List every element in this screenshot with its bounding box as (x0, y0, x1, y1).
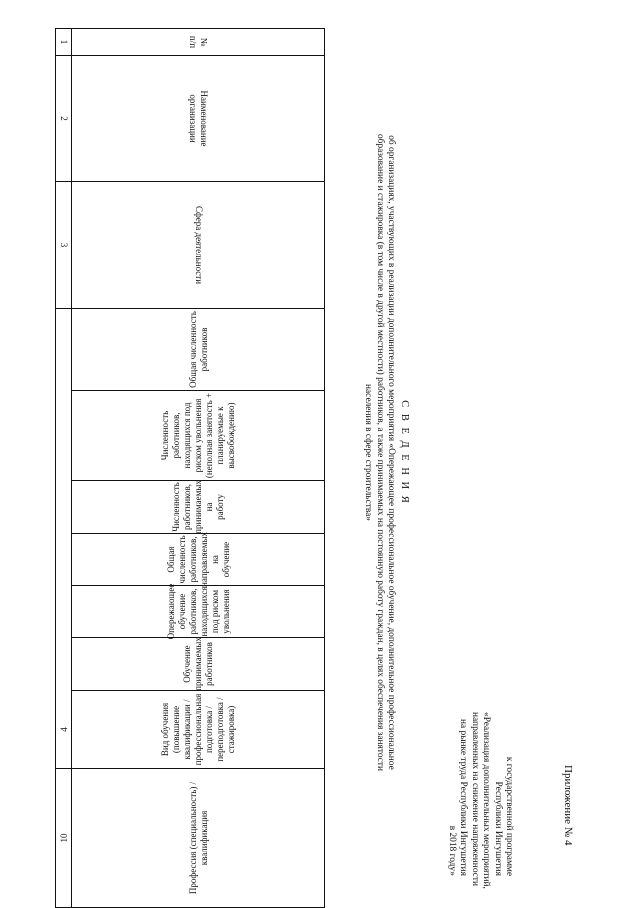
header-line: Наименование (199, 90, 210, 147)
heading-title: С В Е Д Е Н И Я (399, 400, 410, 505)
header-line: стажировка) (226, 705, 236, 754)
header-line: Обучение принимаемых работников (182, 637, 214, 691)
heading-line: об организациях, участвующих в реализации дополнительного мероприятия «Опережающее профессиональное обучение, дополнительное профессиональное (386, 135, 396, 770)
header-line: Опережающее обучение работников, (165, 583, 198, 640)
header-profession (72, 769, 325, 907)
header-line: Общая численность работников (187, 311, 209, 388)
header-num (72, 29, 325, 55)
header-line: № (199, 37, 210, 47)
heading-line: образование и стажировка (в том числе в другой местности) работников, а также принимаемых на постоянную работу граждан, в целях обеспечения занятости (374, 133, 385, 772)
column-number: 2 (59, 116, 69, 121)
approval-line: к государственной программе (504, 756, 514, 876)
header-line: Вид обучения (повышение квалификации / (160, 699, 192, 760)
header-line: Сфера деятельности (194, 205, 204, 285)
approval-line: в 2018 году» (446, 825, 457, 876)
header-line: Профессия (специальность) / квалификация (187, 781, 209, 895)
header-line: организации (188, 94, 199, 143)
header-line: планируемые к высвобождению) (215, 402, 236, 469)
header-line: п/п (188, 35, 199, 49)
column-number: 1 (59, 39, 69, 45)
heading-body (362, 130, 396, 775)
table-border-bottom (55, 28, 56, 908)
approval-line: на рынке труда Республики Ингушетия (458, 719, 469, 876)
header-advance-training (72, 583, 325, 640)
header-at-risk (72, 391, 325, 480)
column-number: 3 (59, 242, 69, 248)
header-hired-training (72, 638, 325, 690)
header-line: работу (215, 494, 225, 520)
header-line: находящихся под риском увольнения (198, 586, 231, 637)
header-line: Численность работников, принимаемых на (171, 480, 214, 534)
header-line: обучение (220, 541, 231, 578)
header-trained-total (72, 531, 325, 587)
header-line: Численность работников, находящихся под (160, 402, 192, 469)
header-line: Общая численность работников, направляемых на (165, 531, 220, 587)
document-heading (362, 130, 410, 775)
header-activity (72, 182, 325, 308)
data-table (55, 28, 325, 908)
header-total-workers (72, 309, 325, 390)
approval-line: направленных на снижение напряженности (469, 712, 480, 887)
approval-block (446, 712, 514, 889)
heading-line: населения в сфере строительства» (363, 383, 374, 521)
header-hired (72, 481, 325, 533)
header-training-type (72, 691, 325, 768)
approval-line: «Реализация дополнительных мероприятий, (481, 712, 492, 889)
header-line: профессиональная подготовка / переподготовка / (193, 693, 225, 766)
column-number: 10 (59, 833, 69, 843)
approval-line: Республики Ингушетия (492, 781, 503, 876)
header-line: риском увольнения (неполная занятость + (193, 392, 214, 479)
column-number: 4 (59, 727, 69, 732)
header-org-name (72, 56, 325, 181)
appendix-title: Приложение № 4 (562, 765, 574, 846)
